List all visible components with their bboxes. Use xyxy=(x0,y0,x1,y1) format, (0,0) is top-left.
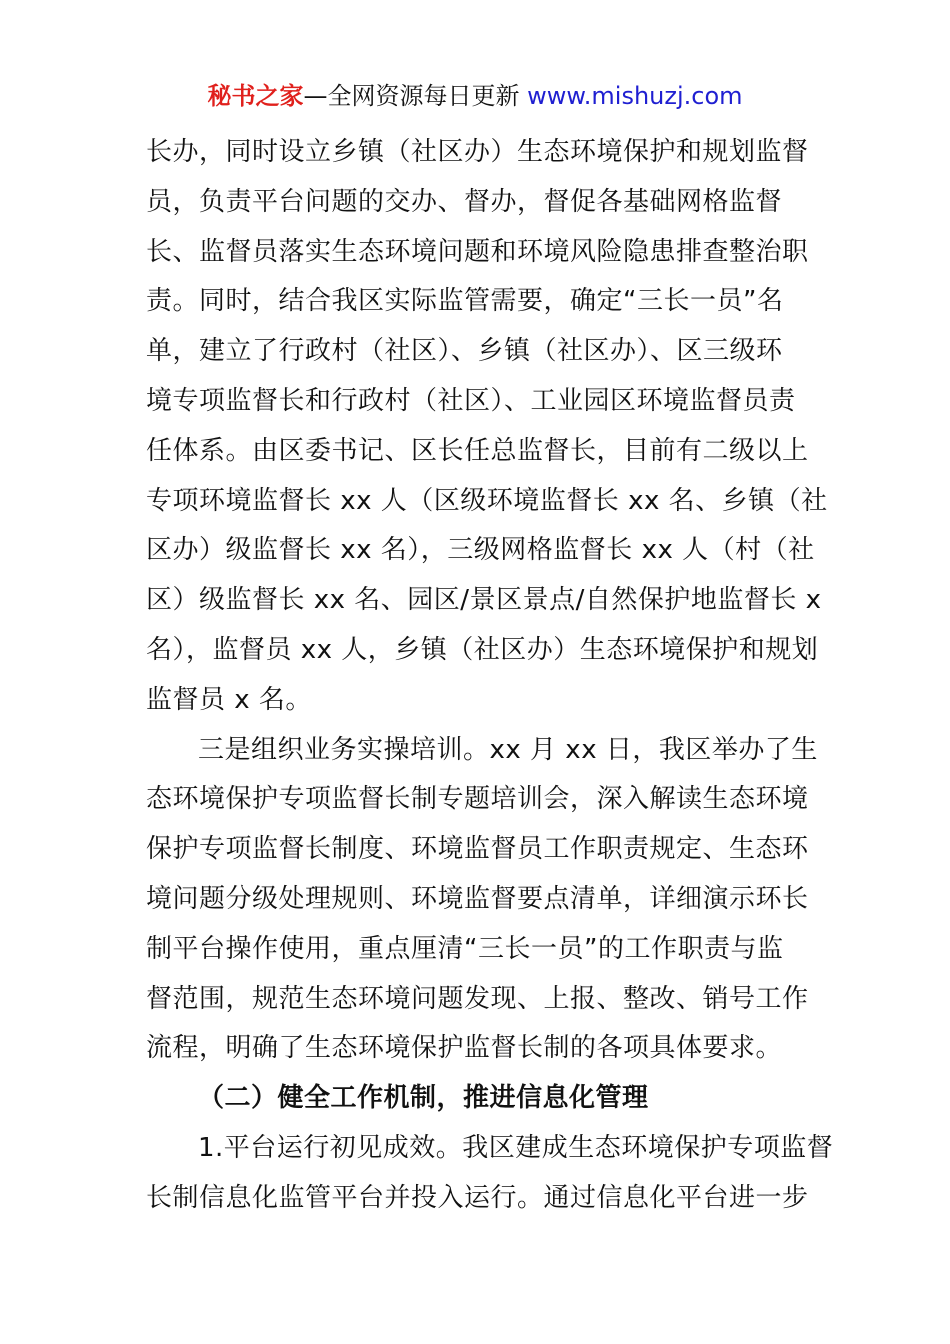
site-url-link[interactable]: www.mishuzj.com xyxy=(527,82,743,110)
site-header xyxy=(0,80,950,112)
body-line: 制平台操作使用，重点厘清“三长一员”的工作职责与监 xyxy=(146,933,784,964)
site-brand: 秘书之家 xyxy=(207,82,304,110)
body-line: 境专项监督长和行政村（社区）、工业园区环境监督员责 xyxy=(146,385,796,416)
body-line: 责。同时，结合我区实际监管需要，确定“三长一员”名 xyxy=(146,286,784,317)
body-line: 单，建立了行政村（社区）、乡镇（社区办）、区三级环 xyxy=(146,336,783,367)
body-line: 境问题分级处理规则、环境监督要点清单，详细演示环长 xyxy=(146,883,809,914)
body-line: 监督员 x 名。 xyxy=(146,684,312,715)
site-slogan: —全网资源每日更新 xyxy=(303,82,528,110)
body-line: 长办，同时设立乡镇（社区办）生态环境保护和规划监督 xyxy=(146,137,809,167)
body-line: 保护专项监督长制度、环境监督员工作职责规定、生态环 xyxy=(146,834,809,865)
body-line: 区）级监督长 xx 名、园区/景区景点/自然保护地监督长 x xyxy=(146,585,822,616)
body-line: 员，负责平台问题的交办、督办，督促各基础网格监督 xyxy=(146,186,783,217)
body-line: 任体系。由区委书记、区长任总监督长，目前有二级以上 xyxy=(146,435,809,466)
body-line: 专项环境监督长 xx 人（区级环境监督长 xx 名、乡镇（社 xyxy=(146,485,828,516)
section-heading: （二）健全工作机制，推进信息化管理 xyxy=(198,1083,649,1114)
document-body xyxy=(146,128,834,1224)
body-line: 名），监督员 xx 人，乡镇（社区办）生态环境保护和规划 xyxy=(146,634,819,665)
body-line: 长制信息化监管平台并投入运行。通过信息化平台进一步 xyxy=(146,1182,809,1213)
body-line: 区办）级监督长 xx 名），三级网格监督长 xx 人（村（社 xyxy=(146,535,815,566)
body-line: 流程，明确了生态环境保护监督长制的各项具体要求。 xyxy=(146,1033,783,1064)
body-line: 督范围，规范生态环境问题发现、上报、整改、销号工作 xyxy=(146,983,809,1014)
paragraph-start-line: 1.平台运行初见成效。我区建成生态环境保护专项监督 xyxy=(198,1132,834,1163)
body-line: 长、监督员落实生态环境问题和环境风险隐患排查整治职 xyxy=(146,236,809,267)
body-line: 态环境保护专项监督长制专题培训会，深入解读生态环境 xyxy=(146,784,809,815)
paragraph-start-line: 三是组织业务实操培训。xx 月 xx 日，我区举办了生 xyxy=(198,734,818,765)
